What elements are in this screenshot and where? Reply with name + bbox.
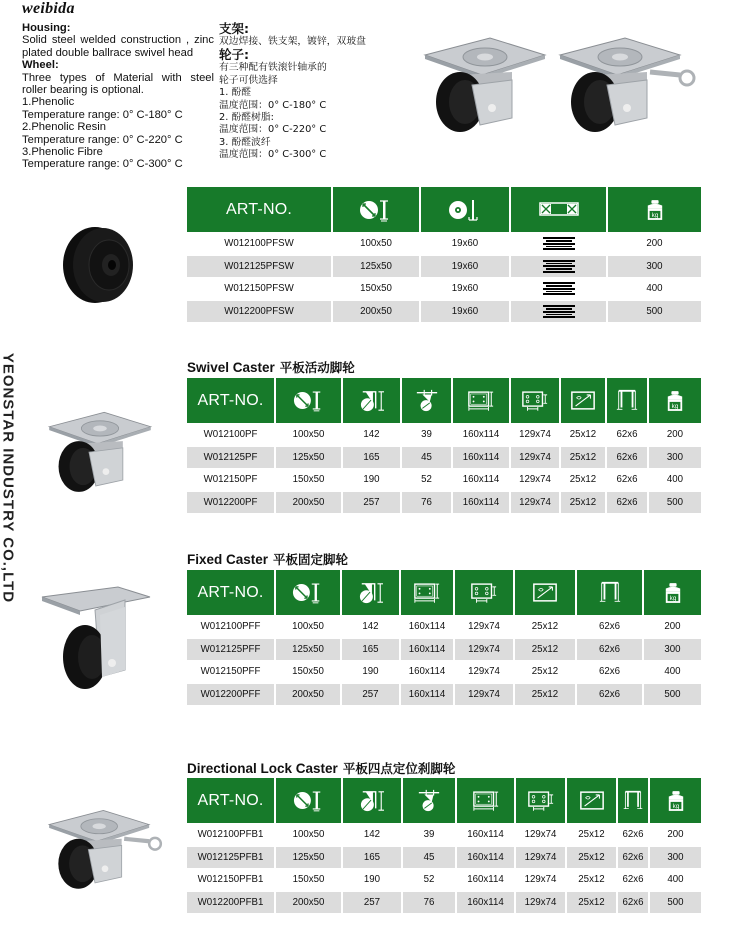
- offset-cell: 76: [401, 891, 455, 914]
- load-cell: 500: [648, 891, 701, 914]
- table-row: [187, 232, 701, 255]
- table-row: [187, 255, 701, 278]
- offset-cell: 76: [400, 491, 451, 514]
- temperature-range-2: Temperature range: 0° C-220° C: [22, 133, 183, 146]
- height-cell: 142: [341, 423, 400, 446]
- plate-cell: 160x114: [399, 638, 453, 661]
- bracket-width-cell: 62x6: [616, 891, 648, 914]
- size-cell: 150x50: [331, 277, 419, 300]
- wheel-line-2: roller bearing is optional.: [22, 84, 144, 97]
- overall-height-header: [341, 778, 401, 823]
- bracket-width-cell: 62x6: [575, 660, 642, 683]
- temperature-range-1: Temperature range: 0° C-180° C: [22, 108, 183, 121]
- bolt-hole-cell: 25x12: [565, 868, 616, 891]
- height-cell: 165: [341, 846, 401, 869]
- table-row: [187, 615, 701, 638]
- wheel-size-cell: 125x50: [274, 846, 341, 869]
- load-cell: 500: [647, 491, 701, 514]
- wheel-size-cell: 200x50: [274, 891, 341, 914]
- temperature-range-2-cn: 温度范围：0° C-220° C: [219, 124, 327, 136]
- axle-cell: 19x60: [419, 277, 509, 300]
- wheel-size-cell: 200x50: [274, 683, 340, 706]
- offset-icon: [417, 789, 441, 813]
- fixed-caster-title: Fixed Caster 平板固定脚轮: [187, 552, 349, 567]
- table-row: [187, 491, 701, 514]
- table-row: [187, 846, 701, 869]
- load-header: [648, 778, 701, 823]
- table-row: [187, 468, 701, 491]
- load-cell: 300: [648, 846, 701, 869]
- load-cell: 500: [606, 300, 701, 323]
- bore-axle-header: [419, 187, 509, 232]
- bolt-hole-spacing-icon: [470, 581, 498, 604]
- table-row: [187, 868, 701, 891]
- art-no-cell: W012125PFB1: [187, 846, 274, 869]
- bolt-hole-cell: 25x12: [565, 846, 616, 869]
- housing-heading-cn: 支架:: [219, 21, 249, 36]
- art-no-cell: W012200PFF: [187, 683, 274, 706]
- wheel-line-1-cn: 有三种配有铁滚针轴承的: [219, 62, 327, 74]
- wheel-size-header: [274, 570, 340, 615]
- height-cell: 142: [341, 823, 401, 846]
- bearing-cell: [509, 255, 606, 278]
- bolt-spacing-cell: 129x74: [509, 491, 559, 514]
- art-no-cell: W012200PF: [187, 491, 274, 514]
- roller-bearing-icon: [543, 282, 575, 295]
- bolt-spacing-cell: 129x74: [453, 615, 513, 638]
- art-no-cell: W012100PFF: [187, 615, 274, 638]
- plate-cell: 160x114: [451, 468, 509, 491]
- load-cell: 500: [642, 683, 701, 706]
- table-row: [187, 660, 701, 683]
- offset-cell: 39: [401, 823, 455, 846]
- bolt-hole-cell: 25x12: [559, 491, 605, 514]
- load-cell: 400: [642, 660, 701, 683]
- height-cell: 190: [340, 660, 399, 683]
- bolt-hole-cell: 25x12: [513, 683, 575, 706]
- material-1-cn: 1. 酚醛: [219, 87, 252, 99]
- load-kg-icon: [666, 390, 684, 412]
- plate-size-icon: [413, 581, 441, 604]
- wheel-size-cell: 100x50: [274, 423, 341, 446]
- plate-size-icon: [467, 389, 495, 412]
- bracket-width-cell: 62x6: [575, 638, 642, 661]
- art-no-cell: W012150PF: [187, 468, 274, 491]
- offset-icon: [415, 389, 439, 413]
- plate-cell: 160x114: [399, 683, 453, 706]
- height-cell: 257: [340, 683, 399, 706]
- table-header-row: [187, 378, 701, 423]
- load-cell: 200: [647, 423, 701, 446]
- bolt-spacing-cell: 129x74: [453, 660, 513, 683]
- material-1: 1.Phenolic: [22, 96, 75, 109]
- wheel-size-icon: [293, 389, 325, 412]
- table-header-row: [187, 187, 701, 232]
- overall-height-icon: [357, 581, 385, 605]
- bracket-width-header: [575, 570, 642, 615]
- wheel-diameter-header: [331, 187, 419, 232]
- wheel-size-cell: 150x50: [274, 468, 341, 491]
- art-no-cell: W012100PFSW: [187, 232, 331, 255]
- roller-bearing-icon: [543, 260, 575, 273]
- lock-caster-photo-top: [555, 30, 705, 135]
- swivel-caster-photo-top: [420, 30, 550, 135]
- wheel-line-2-cn: 轮子可供选择: [219, 74, 278, 86]
- wheel-size-cell: 100x50: [274, 615, 340, 638]
- company-name-vertical: YEONSTAR INDUSTRY CO.,LTD: [0, 352, 17, 603]
- load-cell: 300: [606, 255, 701, 278]
- height-cell: 257: [341, 491, 400, 514]
- bracket-width-icon: [598, 581, 622, 605]
- bracket-width-cell: 62x6: [575, 615, 642, 638]
- art-no-header: ART-NO.: [187, 778, 274, 823]
- plate-cell: 160x114: [455, 891, 514, 914]
- plate-size-header: [451, 378, 509, 423]
- offset-cell: 52: [400, 468, 451, 491]
- bolt-hole-cell: 25x12: [559, 423, 605, 446]
- wheel-size-icon: [293, 789, 325, 812]
- wheel-size-cell: 150x50: [274, 660, 340, 683]
- art-no-cell: W012125PFF: [187, 638, 274, 661]
- bracket-width-cell: 62x6: [616, 868, 648, 891]
- phenolic-wheel-photo: [55, 220, 145, 310]
- load-weight-kg-icon: [646, 199, 664, 221]
- fixed-caster-photo: [40, 585, 155, 700]
- bracket-width-icon: [622, 789, 644, 813]
- bolt-hole-cell: 25x12: [565, 823, 616, 846]
- wheel-spec-table: [187, 187, 701, 322]
- bore-axle-icon: [448, 198, 482, 222]
- bolt-spacing-cell: 129x74: [453, 638, 513, 661]
- art-no-cell: W012100PFB1: [187, 823, 274, 846]
- table-row: [187, 683, 701, 706]
- height-cell: 165: [340, 638, 399, 661]
- wheel-size-header: [274, 778, 341, 823]
- bracket-width-icon: [615, 389, 639, 413]
- table-header-row: [187, 570, 701, 615]
- bolt-hole-cell: 25x12: [559, 468, 605, 491]
- offset-cell: 52: [401, 868, 455, 891]
- bolt-hole-cell: 25x12: [513, 615, 575, 638]
- plate-cell: 160x114: [455, 868, 514, 891]
- bolt-hole-size-icon: [579, 790, 605, 811]
- bracket-width-cell: 62x6: [605, 446, 647, 469]
- bolt-hole-header: [513, 570, 575, 615]
- bracket-width-cell: 62x6: [616, 846, 648, 869]
- description-english: [22, 22, 214, 171]
- offset-cell: 45: [400, 446, 451, 469]
- bolt-spacing-cell: 129x74: [514, 868, 565, 891]
- wheel-line-1: Three types of Material with steel: [22, 71, 214, 84]
- bolt-hole-cell: 25x12: [513, 660, 575, 683]
- offset-header: [400, 378, 451, 423]
- wheel-size-icon: [292, 581, 324, 604]
- bolt-hole-size-icon: [570, 390, 596, 411]
- axle-cell: 19x60: [419, 232, 509, 255]
- housing-heading: Housing:: [22, 22, 71, 34]
- directional-lock-caster-photo: [45, 785, 170, 910]
- table-header-row: [187, 778, 701, 823]
- load-cell: 400: [648, 868, 701, 891]
- brand-logo: weibida: [22, 0, 75, 17]
- table-row: [187, 277, 701, 300]
- art-no-cell: W012125PFSW: [187, 255, 331, 278]
- load-header: [642, 570, 701, 615]
- table-row: [187, 823, 701, 846]
- wheel-size-cell: 100x50: [274, 823, 341, 846]
- plate-cell: 160x114: [399, 615, 453, 638]
- plate-cell: 160x114: [451, 423, 509, 446]
- plate-size-icon: [472, 789, 500, 812]
- bolt-spacing-cell: 129x74: [453, 683, 513, 706]
- bracket-width-header: [605, 378, 647, 423]
- bracket-width-cell: 62x6: [616, 823, 648, 846]
- bracket-width-cell: 62x6: [605, 423, 647, 446]
- axle-cell: 19x60: [419, 300, 509, 323]
- wheel-size-cell: 150x50: [274, 868, 341, 891]
- swivel-caster-table: [187, 378, 701, 513]
- table-row: [187, 423, 701, 446]
- art-no-header: ART-NO.: [187, 378, 274, 423]
- load-header: [647, 378, 701, 423]
- housing-line-1: Solid steel welded construction , zinc: [22, 34, 214, 47]
- bolt-spacing-cell: 129x74: [509, 468, 559, 491]
- fixed-caster-table: [187, 570, 701, 705]
- temperature-range-1-cn: 温度范围：0° C-180° C: [219, 99, 327, 111]
- bolt-hole-cell: 25x12: [513, 638, 575, 661]
- overall-height-icon: [358, 789, 386, 813]
- plate-cell: 160x114: [455, 846, 514, 869]
- art-no-cell: W012150PFF: [187, 660, 274, 683]
- bearing-cell: [509, 300, 606, 323]
- bolt-hole-size-icon: [532, 582, 558, 603]
- bolt-spacing-cell: 129x74: [509, 446, 559, 469]
- load-cell: 300: [647, 446, 701, 469]
- bolt-hole-header: [559, 378, 605, 423]
- size-cell: 100x50: [331, 232, 419, 255]
- material-2: 2.Phenolic Resin: [22, 121, 106, 134]
- load-kg-icon: [664, 582, 682, 604]
- art-no-header: ART-NO.: [187, 187, 331, 232]
- load-cell: 200: [648, 823, 701, 846]
- plate-cell: 160x114: [451, 491, 509, 514]
- overall-height-header: [340, 570, 399, 615]
- bracket-width-header: [616, 778, 648, 823]
- roller-bearing-icon: [543, 305, 575, 318]
- height-cell: 190: [341, 868, 401, 891]
- table-row: [187, 891, 701, 914]
- load-cell: 200: [642, 615, 701, 638]
- art-no-cell: W012200PFSW: [187, 300, 331, 323]
- load-header: [606, 187, 701, 232]
- overall-height-icon: [358, 389, 386, 413]
- art-no-cell: W012150PFB1: [187, 868, 274, 891]
- size-cell: 125x50: [331, 255, 419, 278]
- bearing-cell: [509, 232, 606, 255]
- material-3-cn: 3. 酚醛波纤: [219, 136, 271, 148]
- offset-cell: 39: [400, 423, 451, 446]
- plate-cell: 160x114: [399, 660, 453, 683]
- bolt-spacing-header: [514, 778, 565, 823]
- height-cell: 165: [341, 446, 400, 469]
- art-no-header: ART-NO.: [187, 570, 274, 615]
- directional-lock-caster-title: Directional Lock Caster 平板四点定位刹脚轮: [187, 761, 456, 776]
- load-kg-icon: [667, 790, 685, 812]
- bracket-width-cell: 62x6: [605, 468, 647, 491]
- height-cell: 190: [341, 468, 400, 491]
- load-cell: 300: [642, 638, 701, 661]
- swivel-caster-title: Swivel Caster 平板活动脚轮: [187, 360, 355, 375]
- bolt-hole-spacing-icon: [527, 789, 555, 812]
- bearing-cell: [509, 277, 606, 300]
- housing-line-cn: 双边焊接、铁支架，镀锌，双玻盘: [219, 36, 366, 47]
- overall-height-header: [341, 378, 400, 423]
- material-3: 3.Phenolic Fibre: [22, 146, 103, 159]
- art-no-cell: W012100PF: [187, 423, 274, 446]
- wheel-heading-cn: 轮子:: [219, 47, 249, 63]
- wheel-size-cell: 125x50: [274, 446, 341, 469]
- axle-cell: 19x60: [419, 255, 509, 278]
- temperature-range-3-cn: 温度范围：0° C-300° C: [219, 149, 327, 161]
- plate-cell: 160x114: [451, 446, 509, 469]
- bolt-hole-cell: 25x12: [565, 891, 616, 914]
- wheel-size-cell: 200x50: [274, 491, 341, 514]
- bolt-hole-spacing-icon: [521, 389, 549, 412]
- plate-cell: 160x114: [455, 823, 514, 846]
- offset-header: [401, 778, 455, 823]
- material-2-cn: 2. 酚醛树脂:: [219, 112, 274, 124]
- offset-cell: 45: [401, 846, 455, 869]
- roller-bearing-icon: [543, 237, 575, 250]
- bolt-hole-header: [565, 778, 616, 823]
- description-chinese: [219, 22, 409, 162]
- art-no-cell: W012150PFSW: [187, 277, 331, 300]
- bearing-header: [509, 187, 606, 232]
- table-row: [187, 300, 701, 323]
- load-cell: 400: [647, 468, 701, 491]
- size-cell: 200x50: [331, 300, 419, 323]
- bolt-hole-cell: 25x12: [559, 446, 605, 469]
- load-cell: 400: [606, 277, 701, 300]
- height-cell: 142: [340, 615, 399, 638]
- bolt-spacing-cell: 129x74: [514, 891, 565, 914]
- art-no-cell: W012125PF: [187, 446, 274, 469]
- bolt-spacing-header: [453, 570, 513, 615]
- bolt-spacing-cell: 129x74: [514, 823, 565, 846]
- directional-lock-caster-table: [187, 778, 701, 913]
- plate-size-header: [399, 570, 453, 615]
- swivel-caster-photo: [45, 385, 155, 515]
- bolt-spacing-header: [509, 378, 559, 423]
- art-no-cell: W012200PFB1: [187, 891, 274, 914]
- height-cell: 257: [341, 891, 401, 914]
- temperature-range-3: Temperature range: 0° C-300° C: [22, 158, 183, 171]
- bracket-width-cell: 62x6: [575, 683, 642, 706]
- wheel-size-header: [274, 378, 341, 423]
- load-cell: 200: [606, 232, 701, 255]
- housing-line-2: plated double ballrace swivel head: [22, 46, 194, 59]
- wheel-diameter-width-icon: [359, 198, 393, 222]
- bolt-spacing-cell: 129x74: [509, 423, 559, 446]
- bolt-spacing-cell: 129x74: [514, 846, 565, 869]
- table-row: [187, 638, 701, 661]
- table-row: [187, 446, 701, 469]
- wheel-size-cell: 125x50: [274, 638, 340, 661]
- wheel-heading: Wheel:: [22, 59, 59, 72]
- plate-size-header: [455, 778, 514, 823]
- bracket-width-cell: 62x6: [605, 491, 647, 514]
- bearing-type-icon: [539, 201, 579, 217]
